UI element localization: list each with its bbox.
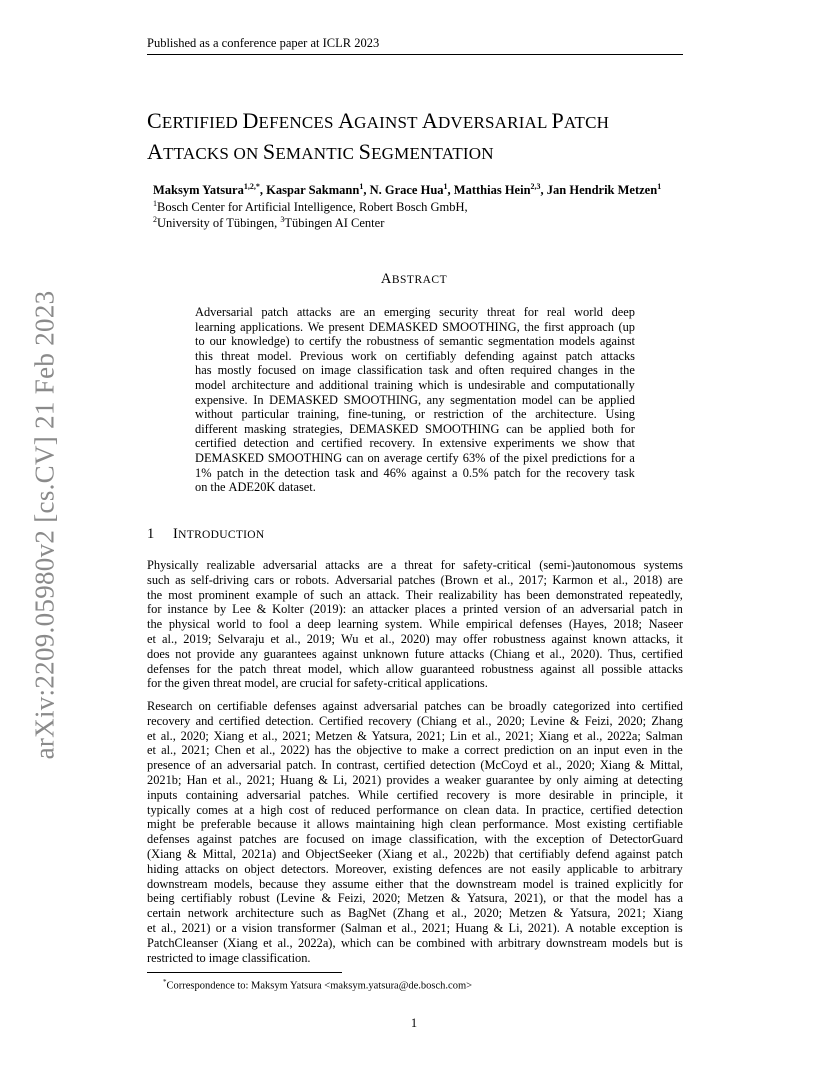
text-line: being certifiably robust (Levine & Feizi, 2020; Metzen & Yatsura, 2021), or that the model has a <box>147 891 683 906</box>
text-line: learning applications. We present DEMASKED SMOOTHING, the first approach (up <box>195 319 635 334</box>
text-line: defenses for the patch threat model, which allow guaranteed robustness against all possible attacks <box>147 661 683 676</box>
affiliation-line-1: $^1$Bosch Center for Artificial Intelligence, Robert Bosch GmbH, <box>153 199 468 215</box>
text-line: recovery and certified detection. Certified recovery (Chiang et al., 2020; Levine & Feizi, 2020; Zhang <box>147 713 683 728</box>
abstract-body <box>195 305 635 495</box>
text-line: defenses against patches are focused on image classification, with the exception of DetectorGuard <box>147 832 683 847</box>
author-list: Maksym Yatsura$^{1,2,*}$, Kaspar Sakmann$^1$, N. Grace Hua$^1$, Matthias Hein$^{2,3}$, Jan Hendrik Metzen$^1$ <box>153 182 662 198</box>
text-line: (Xiang & Mittal, 2021a) and ObjectSeeker (Xiang et al., 2022b) that certifiably defend against patch <box>147 846 683 861</box>
text-line: presence of an adversarial patch. In contrast, certified detection (McCoyd et al., 2020; Xiang & Mittal, <box>147 758 683 773</box>
text-line: downstream models, because they assume either that the downstream model is trained explicitly for <box>147 876 683 891</box>
author-name: Matthias Hein <box>453 183 531 198</box>
text-line: different masking strategies, DEMASKED SMOOTHING can be applied both for <box>195 421 635 436</box>
text-line: 2021b; Han et al., 2021; Huang & Li, 2021) provides a weaker guarantee by only aiming at detecting <box>147 772 683 787</box>
text-line: Adversarial patch attacks are an emerging security threat for real world deep <box>195 305 635 319</box>
text-line: the physical world to fool a deep learning system. While empirical defenses (Hayes, 2018; Naseer <box>147 617 683 632</box>
text-line: 1% patch in the detection task and 46% against a 0.5% patch for the recovery task <box>195 465 635 480</box>
text-line: et al., 2020; Xiang et al., 2021; Metzen & Yatsura, 2021; Lin et al., 2021; Xiang et al., 2022a; Salman <box>147 728 683 743</box>
text-line: Research on certifiable defenses against adversarial patches can be broadly categorized into certified <box>147 699 683 713</box>
text-line: on the ADE20K dataset. <box>195 480 316 495</box>
text-line: certified detection and certified recovery. In extensive experiments we show that <box>195 436 635 451</box>
text-line: et al., 2021; Chen et al., 2022) has the objective to make a correct prediction on an input even in the <box>147 743 683 758</box>
arxiv-identifier: arXiv:2209.05980v2 [cs.CV] 21 Feb 2023 <box>29 290 60 760</box>
text-line: restricted to image classification. <box>147 950 311 965</box>
text-line: without particular training, fine-tuning, or restriction of the architecture. Using <box>195 407 635 422</box>
text-line: model architecture and additional training which is undesirable and computationally <box>195 377 635 392</box>
text-line: such as self-driving cars or robots. Adversarial patches (Brown et al., 2017; Karmon et al., 2018) are <box>147 572 683 587</box>
page-number: 1 <box>410 1016 418 1030</box>
paper-title <box>147 106 707 168</box>
author-name: Jan Hendrik Metzen <box>546 183 658 198</box>
footnote: *Correspondence to: Maksym Yatsura <maksym.yatsura@de.bosch.com> <box>163 978 473 992</box>
author-name: Kaspar Sakmann <box>266 183 360 198</box>
text-line: typically comes at a high cost of reduced performance on clean data. In practice, certified detection <box>147 802 683 817</box>
author-name: Maksym Yatsura <box>153 183 244 198</box>
text-line: to our knowledge) to certify the robustness of semantic segmentation models against <box>195 334 635 349</box>
text-line: certain network architecture such as BagNet (Zhang et al., 2020; Metzen & Yatsura, 2021; Xiang <box>147 906 683 921</box>
section-heading-introduction: 1 INTRODUCTION <box>147 526 265 542</box>
intro-paragraph-1 <box>147 558 683 691</box>
text-line: hiding attacks on object detectors. Moreover, existing defences are not easily applicable to arbitrary <box>147 861 683 876</box>
text-line: Physically realizable adversarial attacks are a threat for safety-critical (semi-)autonomous systems <box>147 558 683 572</box>
text-line: does not provide any guarantees against unknown future attacks (Chiang et al., 2020). Thus, certified <box>147 646 683 661</box>
text-line: for the given threat model, are crucial for safety-critical applications. <box>147 676 488 691</box>
affiliation-line-2: $^2$University of Tübingen, $^3$Tübingen AI Center <box>153 215 385 231</box>
text-line: inputs containing adversarial patches. While certified recovery is more desirable in principle, it <box>147 787 683 802</box>
intro-paragraph-2 <box>147 699 683 965</box>
author-name: N. Grace Hua <box>369 183 444 198</box>
text-line: PatchCleanser (Xiang et al., 2022a), which can be combined with arbitrary downstream models but is <box>147 935 683 950</box>
footnote-rule <box>147 972 342 973</box>
header-rule <box>147 54 683 55</box>
text-line: the most prominent example of such an attack. Their realizability has been demonstrated repeatedly, <box>147 587 683 602</box>
abstract-heading: ABSTRACT <box>380 271 448 287</box>
text-line: et al., 2019; Selvaraju et al., 2019; Wu et al., 2020) may offer robustness against known attacks, it <box>147 631 683 646</box>
running-header: Published as a conference paper at ICLR 2023 <box>147 36 380 50</box>
text-line: et al., 2021) or a vision transformer (Salman et al., 2021; Huang & Li, 2021). A notable exception is <box>147 920 683 935</box>
text-line: for instance by Lee & Kolter (2019): an attacker places a printed version of an adversarial patch in <box>147 602 683 617</box>
text-line: this threat model. Previous work on certifiably defending against patch attacks <box>195 348 635 363</box>
text-line: expensive. In DEMASKED SMOOTHING, any segmentation model can be applied <box>195 392 635 407</box>
title-line-2: ATTACKS ON SEMANTIC SEGMENTATION <box>147 139 494 164</box>
text-line: might be preferable because it allows maintaining high clean performance. Most existing certifiable <box>147 817 683 832</box>
title-line-1: CERTIFIED DEFENCES AGAINST ADVERSARIAL PATCH <box>147 108 610 133</box>
text-line: has mostly focused on image classification task and often required changes in the <box>195 363 635 378</box>
text-line: DEMASKED SMOOTHING can on average certify 63% of the pixel predictions for a <box>195 450 635 465</box>
